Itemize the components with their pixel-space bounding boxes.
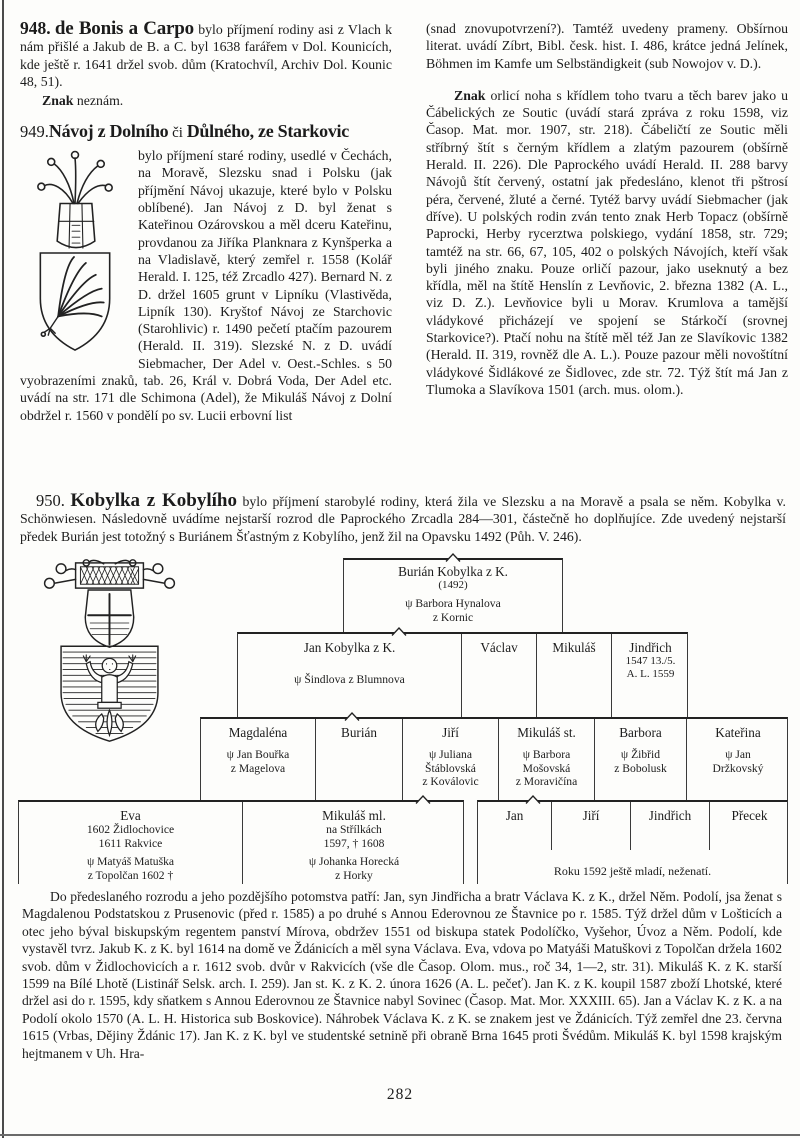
column-right <box>426 20 788 424</box>
page-number: 282 <box>386 1086 414 1103</box>
person-spouse: Štáblovská <box>425 761 476 775</box>
person-spouse-place: z Topolčan 1602 † <box>87 868 174 882</box>
person-name: Jan <box>505 808 524 823</box>
person-spouse-place: z Horky <box>335 868 373 882</box>
entry-948-znak-line <box>20 93 392 109</box>
entry-948-paragraph <box>20 20 392 90</box>
entry-949-title-part1: Návoj z Dolního <box>48 121 169 142</box>
column-left <box>20 20 392 424</box>
person-name: Jiří <box>582 808 600 823</box>
person-spouse: ψ Žibřid <box>620 748 661 761</box>
person-spouse: ψ Barbora Hynalova <box>405 597 501 610</box>
person-spouse: ψ Matyáš Matuška <box>86 855 175 868</box>
entry-949-body: bylo příjmení staré rodiny, usedlé v Čechách, na Moravě, Slezsku snad i Polsku (jak příjmění Návoj ukazuje, které bylo v Polsku oblíbené). Jan Návoj z D. byl ženat s Kateřinou Ozárovskou a měl dceru Kateřinu, provdanou za Jiříka Planknara z Kynšperka a na Vladislavě, který zemřel r. 1558 (Kolář Herald. I. 125, též Zrcadlo 427). Bernard N. z D. držel 1605 grunt v Lipníku (Vlastivěda, Lipník 130). Kryštof Návoj ze Starchovic (Starohlivic) r. 1490 pečetí ptačím pazourem (Herald. II. 319). Slezské N. z D. uvádí Siebmacher, Der Adel v. Oest.-Schles. s 50 vyobrazeními znaků, tab. 26, Král v. Dobrá Voda, Der Adel etc. uvádí na str. 171 dle Schimona (Adel), že Mikuláš Návoj z Dolní obdržel r. 1560 v pondělí po sv. Lucii erbovní list <box>20 148 392 423</box>
znak-948-label: Znak <box>42 93 74 109</box>
tree-cell-magdalena <box>201 719 316 800</box>
entry-949-title-part2: Důlného, ze Starkovic <box>186 121 349 142</box>
tree-row-4-left <box>18 800 464 884</box>
entry-949-heading <box>20 121 392 142</box>
person-note: 1547 13./5. <box>625 655 676 667</box>
entry-949-body-block <box>20 147 392 424</box>
entry-948-body: bylo příjmení rodiny asi z Vlach k nám přišlé a Jakub de B. a C. byl 1638 farářem v Dol. Kounicích, kde ještě r. 1641 držel svob. dům (Kratochvíl, Archiv Dol. Kounic 48, 51). <box>20 22 393 89</box>
person-name: Jan Kobylka z K. <box>303 640 396 655</box>
bottom-paragraph: Do předeslaného rozrodu a jeho pozdějšího potomstva patří: Jan, syn Jindřicha a bratr Václava K. z K., držel Něm. Podolí, jsa ženat s Magdalenou Podstatskou z Prusenovic (před r. 1585) a po druhé s Annou Ederovnou ze Štavnice po r. 1585. Týž držel dům v Lošticích a otec jeho býval biskupským regentem panství Mírova, obdržev 1551 od biskupa statek Podolíčko, Vyšehor, Úvoz a Něm. Podolí, kde vystavěl tvrz. Jakub K. z K. byl 1614 na domě ve Ždánicích a měl syna Václava. Eva, vdova po Matyáši Matuškovi z Topolčan držela 1602 svob. dům v Židlochovicích a r. 1612 svob. dvůr v Rakvicích (vše dle Časop. Olom. mus., roč 34, 1—2, str. 31). Mikuláš K. z K. starší 1599 na Bílé Lhotě (Listinář Selsk. arch. I. 259). Jan st. K. z K. 2. února 1626 (A. L. pečeť). Jan K. z K. koupil 1587 zboží Lhotské, které držel asi do r. 1595, kdy sňatkem s Annou Ederovnou ze Štavnice nabyl Sovinec (Časop. Mat. Mor. XXXIII. 65). Jan a Václav K. z K. a na Podolí okolo 1570 (A. L. H. Historica sub Boskovice). Náhrobek Václava K. z K. se znakem jest ve Ždánicích. Týž zemřel dne 23. června 1615 (Vrbas, Dějiny Ždánic 17). Jan K. z K. byl ve studentské setnině při obraně Brna 1645 proti Švédům. Mikuláš K. byl 1598 krajským hejtmanem v Uh. Hra- <box>22 889 782 1061</box>
tree-cell-jiri-young <box>552 802 631 850</box>
unmarried-note: Roku 1592 ještě mladí, neženatí. <box>553 864 712 878</box>
person-name: Jindřich <box>648 808 692 823</box>
person-spouse: Mošovská <box>522 761 571 775</box>
connector-caret-icon <box>344 712 360 721</box>
two-column-text <box>20 20 788 424</box>
entry-949-conjunction: či <box>172 125 183 142</box>
right-continuation-paragraph: (snad znovupotvrzení?). Tamtéž uvedeny prameny. Obšírnou literat. uvádí Zíbrt, Bibl. česk. hist. I. 486, krátce jedná Jelínek, Böhmen im Kamfe um Selbständigkeit (sub Nowojov v. D.). <box>426 21 788 71</box>
person-spouse-place: z Moravičína <box>515 775 578 788</box>
tree-cell-mikulas-st <box>499 719 595 800</box>
person-name: Barbora <box>619 725 662 740</box>
entry-950-block <box>20 492 786 545</box>
person-name: Burián <box>341 725 377 740</box>
entry-948-number: 948. <box>20 18 51 38</box>
person-name: Václav <box>480 640 518 655</box>
tree-cell-precek <box>710 802 789 850</box>
person-note: 1602 Židlochovice <box>86 823 175 836</box>
coat-of-arms-950-icon <box>32 557 187 749</box>
entry-950-body: bylo příjmení starobylé rodiny, která žila ve Slezsku a na Moravě a psala se něm. Kobylka v. Schönwiesen. Následovně uvádíme nejstarší rozrod dle Paprockého Zrcadla 284—301, částečně ho doplňujíce. Zde uvedený nejstarší předek Burián jest totožný s Buriánem Šťastným z Kobylího, jenž žil na Opavsku 1492 (Půh. V. 246). <box>20 494 786 544</box>
znak-949-paragraph <box>426 87 788 398</box>
person-name: Burián Kobylka z K. <box>398 564 508 579</box>
connector-caret-icon <box>525 795 541 804</box>
connector-caret-icon <box>415 795 431 804</box>
entry-949-number: 949. <box>20 122 49 142</box>
person-spouse: ψ Jan Bouřka <box>226 748 290 761</box>
tree-cell-katerina <box>687 719 789 800</box>
person-year: (1492) <box>438 579 468 591</box>
tree-cell-mikulas-ml <box>243 802 465 884</box>
connector-caret-icon <box>445 553 461 562</box>
tree-cell-jindrich-young <box>631 802 710 850</box>
tree-cell-burian <box>316 719 403 800</box>
person-spouse-place: z Magelova <box>230 761 286 775</box>
person-name: Jindřich <box>629 640 672 655</box>
person-spouse-place: z Kornic <box>432 610 474 624</box>
person-spouse: ψ Šindlova z Blumnova <box>294 673 405 686</box>
tree-root-box <box>343 558 563 632</box>
connector-caret-icon <box>391 627 407 636</box>
person-note: 1611 Rakvice <box>98 836 163 850</box>
person-name: Kateřina <box>715 725 761 740</box>
entry-948-title: de Bonis a Carpo <box>54 18 194 39</box>
tree-cell-jindrich <box>612 634 689 717</box>
coat-of-arms-949-icon <box>20 150 132 358</box>
tree-cell-eva <box>19 802 243 884</box>
scan-edge-bottom <box>0 1134 800 1136</box>
person-note: na Střílkách <box>326 823 382 836</box>
tree-cell-vaclav <box>462 634 537 717</box>
person-name: Mikuláš <box>552 640 596 655</box>
tree-cell-jiri <box>403 719 499 800</box>
person-name: Mikuláš ml. <box>322 808 386 823</box>
znak-948-value: neznám. <box>76 93 124 109</box>
tree-cell-barbora <box>595 719 687 800</box>
tree-cell-jan-young <box>478 802 552 850</box>
person-spouse-place: Držkovský <box>712 761 764 775</box>
person-note: A. L. 1559 <box>626 668 675 680</box>
person-spouse-place: z Bobolusk <box>614 761 667 775</box>
entry-950-number: 950. <box>36 491 65 510</box>
znak-949-body: orlicí noha s křídlem toho tvaru a těch barev jako u Čábelických ze Soutic (uvádí stará zpráva z roku 1598, viz Časop. Mat. mor. 1907, str. 218). Čábeličtí ze Soutic měli stříbrný štít s černým křídlem a zlatým pazourem (obšírně Herald. II. 226). Dle Paprockého uvádí Herald. II. 288 barvy Návojů štít červený, ostatní jak předesláno, klenot tři pštrosí péra, červené, žluté a černé. Tytéž barvy uvádí Siebmacher (jak dříve). U polských rodin zván tento znak Herb Topacz (obšírně Paprocki, Herby rycerztwa polskiego, vydání 1858, str. 729; tamtéž na str. 66, 67, 105, 402 o polských Návojích, kteří však byli jiného znaku. Pouze orličí pazour, jako useknutý a bez křídla, měl na štítě Henslín z Levňovic, 2. března 1382 (A. L., viz D. Z.). Levňovice byli u Morav. Krumlova a tamější vládykové přicházejí ve spojení se Stárkočí (srovnej Starkovice?). Ptačí nohu na štítě měl též Jan ze Slavíkovic 1382 (Herald. II. 319, rovněž dle A. L.). Pouze pazour měli novoštítní vládykové Šidlákové ze Šidlovec, zde str. 72. Týž štít má Jan z Tlumoka a Slavíkova 1501 (arch. mus. olom.). <box>426 87 789 397</box>
tree-row-2 <box>237 632 688 717</box>
person-name: Přecek <box>731 808 768 823</box>
person-spouse-place: z Koválovic <box>422 775 479 788</box>
person-spouse: ψ Jan <box>725 748 751 761</box>
znak-949-label: Znak <box>454 87 486 103</box>
entry-950-title: Kobylka z Kobylího <box>70 490 237 511</box>
tree-row-4-right <box>477 800 788 884</box>
person-spouse: ψ Juliana <box>429 748 472 761</box>
person-spouse: ψ Johanka Horecká <box>308 855 400 868</box>
tree-cell-jan-kobylka <box>238 634 462 717</box>
family-tree <box>0 551 800 891</box>
person-note: 1597, † 1608 <box>323 836 385 850</box>
person-spouse: ψ Barbora <box>522 748 571 761</box>
entry-950-paragraph <box>20 492 786 545</box>
person-name: Eva <box>120 808 141 823</box>
person-name: Jiří <box>442 725 459 740</box>
person-name: Mikuláš st. <box>517 725 576 740</box>
tree-row-3 <box>200 717 788 800</box>
tree-cell-mikulas <box>537 634 612 717</box>
person-name: Magdaléna <box>228 725 288 740</box>
